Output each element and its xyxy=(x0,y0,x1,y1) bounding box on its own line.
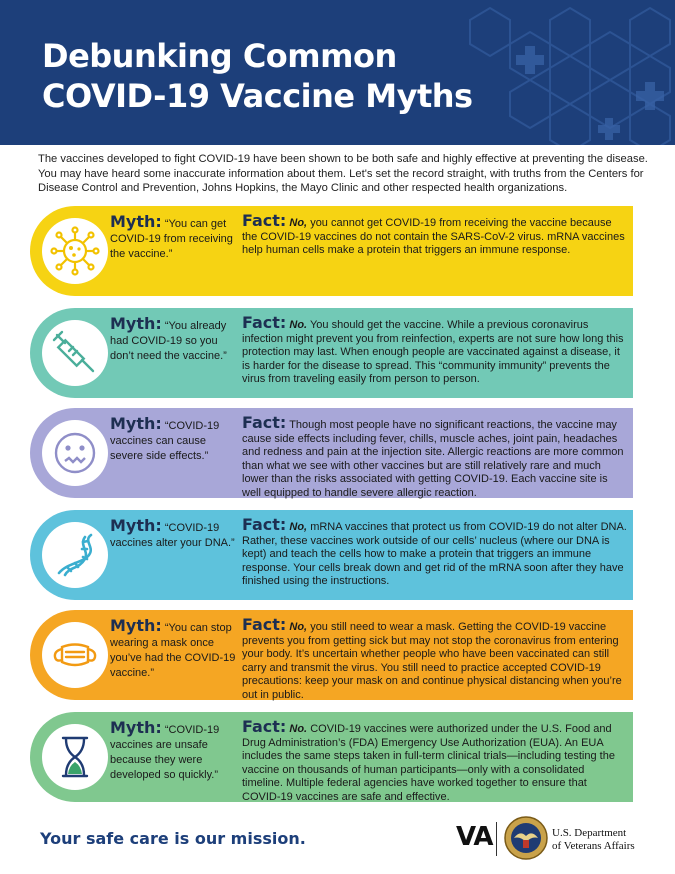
page-title xyxy=(42,36,473,116)
icon-circle xyxy=(42,420,108,486)
myth-text xyxy=(110,618,240,681)
fact-text xyxy=(242,211,627,258)
icon-circle xyxy=(42,522,108,588)
fact-body: mRNA vaccines that protect us from COVID-19 do not alter DNA. Rather, these vaccines work outside of our cells’ nucleus (where our DNA is kept) and teach the cells how to make a protein that triggers an immune response. Your cells break down and get rid of the mRNA soon after they have finished using the instructions. xyxy=(242,521,627,588)
fact-lead: No. xyxy=(289,723,308,735)
myth-card-1 xyxy=(30,206,633,296)
myth-text xyxy=(110,518,240,551)
myth-quote: “COVID-19 vaccines alter your DNA.” xyxy=(110,522,235,549)
fact-lead: No, xyxy=(289,621,308,633)
hourglass-icon xyxy=(49,731,101,783)
myth-label: Myth: xyxy=(110,516,162,535)
myth-card-3 xyxy=(30,408,633,498)
fact-body: COVID-19 vaccines were authorized under the U.S. Food and Drug Administration’s (FDA) Emergency Use Authorization (EUA). An EUA includes the same steps taken in full-term clinical trials—including testing the vaccine on thousands of human participants—only with a consolidated timeline. Multiple federal agencies have worked together to ensure that COVID-19 vaccines are safe and effective. xyxy=(242,723,615,803)
header-banner xyxy=(0,0,675,145)
myth-text xyxy=(110,316,240,364)
icon-circle xyxy=(42,218,108,284)
myth-label: Myth: xyxy=(110,616,162,635)
myth-quote: “You already had COVID-19 so you don’t need the vaccine.” xyxy=(110,320,227,362)
dept-line-1: U.S. Department xyxy=(552,827,627,839)
dept-line-2: of Veterans Affairs xyxy=(552,840,635,852)
myth-label: Myth: xyxy=(110,718,162,737)
myth-card-2 xyxy=(30,308,633,398)
virus-icon xyxy=(49,225,101,277)
fact-label: Fact: xyxy=(242,515,287,534)
va-seal-icon xyxy=(504,816,548,860)
myth-label: Myth: xyxy=(110,212,162,231)
fact-lead: No, xyxy=(289,521,308,533)
logo-divider xyxy=(496,822,497,856)
va-logo: VA xyxy=(456,822,493,852)
footer-tagline: Your safe care is our mission. xyxy=(40,829,306,848)
va-department-name xyxy=(552,827,635,853)
fact-text xyxy=(242,413,627,501)
sick-face-icon xyxy=(49,427,101,479)
myth-quote: “COVID-19 vaccines can cause severe side effects.” xyxy=(110,420,220,462)
myth-quote: “You can stop wearing a mask once you’ve had the COVID-19 vaccine.” xyxy=(110,622,236,679)
fact-label: Fact: xyxy=(242,717,287,736)
myth-label: Myth: xyxy=(110,314,162,333)
myth-card-6 xyxy=(30,712,633,802)
title-line-1: Debunking Common xyxy=(42,37,397,75)
fact-label: Fact: xyxy=(242,615,287,634)
fact-text xyxy=(242,515,627,589)
fact-text xyxy=(242,615,627,703)
myth-text xyxy=(110,720,240,783)
myth-label: Myth: xyxy=(110,414,162,433)
fact-label: Fact: xyxy=(242,211,287,230)
face-mask-icon xyxy=(49,629,101,681)
fact-body: you cannot get COVID-19 from receiving the vaccine because the COVID-19 vaccines do not contain the SARS-CoV-2 virus. mRNA vaccines help human cells make a protein that triggers an immune response. xyxy=(242,217,625,257)
fact-body: you still need to wear a mask. Getting the COVID-19 vaccine prevents you from getting sick but may not stop the coronavirus from entering your body. It’s uncertain whether people who have been vaccinated can still carry and transmit the virus. You still need to practice accepted COVID-19 precautions: keep your mask on and continue physical distancing when you’re out in public. xyxy=(242,621,622,701)
icon-circle xyxy=(42,724,108,790)
icon-circle xyxy=(42,622,108,688)
fact-body: Though most people have no significant reactions, the vaccine may cause side effects including fever, chills, muscle aches, joint pain, headaches and redness and pain at the injection site. Allergic reactions are more common than what we see with other vaccines but are still relatively rare and much lower than the risks associated with getting COVID-19. Each vaccine site is well equipped to handle severe allergic reaction. xyxy=(242,419,624,499)
myth-quote: “You can get COVID-19 from receiving the vaccine.” xyxy=(110,218,233,260)
dna-icon xyxy=(49,529,101,581)
fact-lead: No. xyxy=(289,319,308,331)
fact-label: Fact: xyxy=(242,313,287,332)
fact-label: Fact: xyxy=(242,413,287,432)
myth-text xyxy=(110,416,240,464)
icon-circle xyxy=(42,320,108,386)
myth-card-4 xyxy=(30,510,633,600)
fact-text xyxy=(242,313,627,387)
syringe-icon xyxy=(49,327,101,379)
fact-text xyxy=(242,717,627,805)
fact-lead: No, xyxy=(289,217,308,229)
myth-quote: “COVID-19 vaccines are unsafe because they were developed so quickly.” xyxy=(110,724,220,781)
fact-body: You should get the vaccine. While a previous coronavirus infection might prevent you from reinfection, experts are not sure how long this protection may last. When enough people are vaccinated against a disease, it is harder for the disease to spread. This “community immunity” prevents the virus from traveling easily from person to person. xyxy=(242,319,624,386)
myth-card-5 xyxy=(30,610,633,700)
myth-text xyxy=(110,214,240,262)
intro-paragraph: The vaccines developed to fight COVID-19 have been shown to be both safe and highly effective at preventing the disease. You may have heard some inaccurate information about them. Let's set the record straight, with truths from the Centers for Disease Control and Prevention, Johns Hopkins, the Mayo Clinic and other respected health organizations. xyxy=(38,153,648,194)
title-line-2: COVID-19 Vaccine Myths xyxy=(42,77,473,115)
